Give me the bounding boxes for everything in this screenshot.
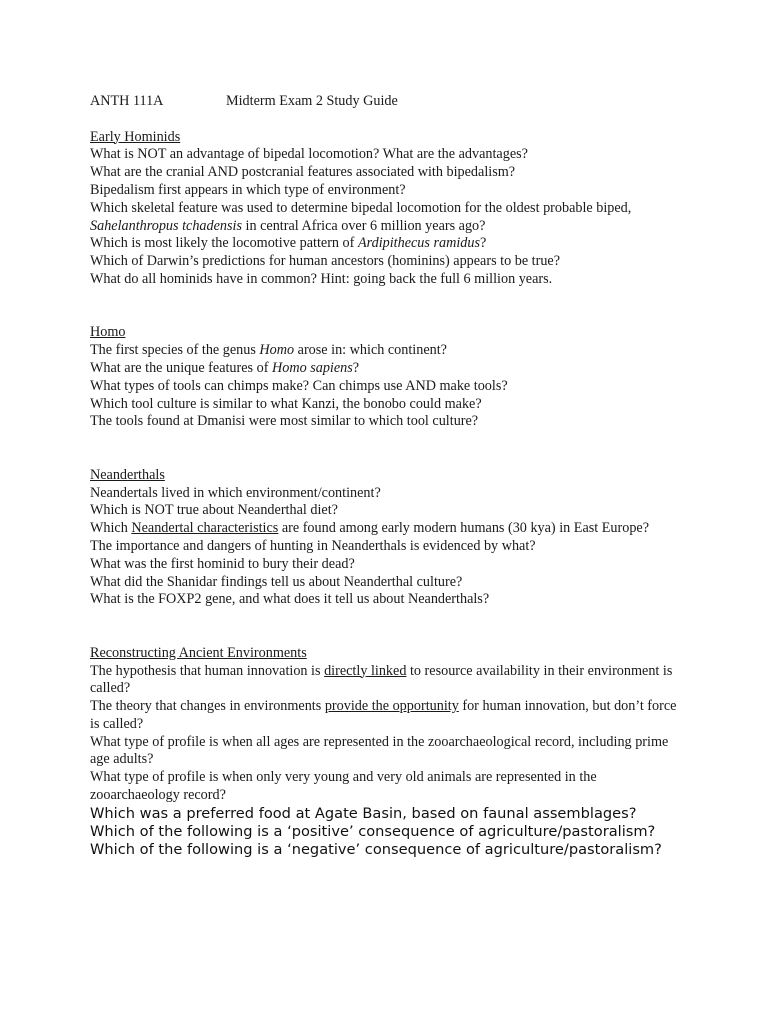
question: What is NOT an advantage of bipedal locomotion? What are the advantages? [90, 146, 528, 163]
question: Which of the following is a ‘negative’ consequence of agriculture/pastoralism? [90, 840, 662, 858]
question-text: What are the unique features of [90, 359, 272, 376]
question-text: The theory that changes in environments [90, 698, 325, 715]
underlined-phrase: provide the opportunity [324, 698, 459, 715]
question: Bipedalism first appears in which type of environment? [90, 181, 406, 198]
question: What types of tools can chimps make? Can chimps use AND make tools? [90, 377, 508, 394]
question-text: Which skeletal feature was used to determine bipedal locomotion for the oldest probable biped, [90, 199, 632, 216]
underlined-phrase: directly linked [324, 662, 407, 679]
question: Which of Darwin’s predictions for human ancestors (hominins) appears to be true? [90, 253, 561, 270]
question-text: in central Africa over 6 million years ago? [241, 217, 486, 234]
question-text: The first species of the genus [90, 342, 260, 359]
course-code: ANTH 111A [90, 93, 164, 109]
question-text: for human innovation, but don’t force is called? [90, 698, 677, 732]
question: What was the first hominid to bury their dead? [90, 555, 355, 572]
question-text: The hypothesis that human innovation is [90, 662, 325, 679]
question-text: Which [90, 520, 132, 537]
study-guide-body [90, 93, 680, 859]
question [90, 360, 680, 378]
question [90, 663, 680, 699]
question: Which was a preferred food at Agate Basin, based on faunal assemblages? [90, 804, 637, 822]
section-early-hominids [90, 129, 680, 289]
question: Which of the following is a ‘positive’ consequence of agriculture/pastoralism? [90, 822, 656, 840]
question-text: to resource availability in their environment is called? [90, 662, 673, 697]
species-name: Ardipithecus ramidus [357, 235, 480, 252]
underlined-phrase: Neandertal characteristics [131, 520, 279, 537]
question: Neandertals lived in which environment/continent? [90, 484, 381, 501]
question [90, 698, 680, 734]
question [90, 342, 680, 360]
question: Which tool culture is similar to what Kanzi, the bonobo could make? [90, 395, 482, 412]
section-heading: Early Hominids [90, 128, 181, 145]
question: The importance and dangers of hunting in Neanderthals is evidenced by what? [90, 537, 536, 554]
question: What did the Shanidar findings tell us about Neanderthal culture? [90, 573, 463, 590]
genus-name: Homo [259, 342, 295, 359]
section-heading: Homo [90, 324, 126, 341]
document-header [90, 93, 680, 111]
question: What is the FOXP2 gene, and what does it tell us about Neanderthals? [90, 591, 490, 608]
question: What type of profile is when all ages are represented in the zooarchaeological record, including prime age adults? [90, 733, 669, 768]
section-ancient-environments [90, 645, 680, 859]
question-text: Which is most likely the locomotive pattern of [90, 235, 358, 252]
question: What are the cranial AND postcranial features associated with bipedalism? [90, 164, 516, 181]
question: The tools found at Dmanisi were most similar to which tool culture? [90, 413, 479, 430]
question: What type of profile is when only very young and very old animals are represented in the zooarchaeology record? [90, 769, 597, 804]
question-text: ? [479, 235, 487, 252]
question [90, 520, 680, 538]
section-spacer [90, 289, 680, 325]
question [90, 200, 680, 236]
section-neanderthals [90, 467, 680, 609]
section-spacer [90, 431, 680, 467]
question-text: arose in: which continent? [294, 342, 447, 359]
question [90, 235, 680, 253]
section-homo [90, 324, 680, 431]
question: What do all hominids have in common? Hint: going back the full 6 million years. [90, 270, 553, 287]
species-name: Sahelanthropus tchadensis [90, 217, 242, 234]
section-heading: Reconstructing Ancient Environments [90, 644, 307, 661]
question-text: ? [352, 359, 360, 376]
section-heading: Neanderthals [90, 466, 165, 483]
species-name: Homo sapiens [272, 359, 353, 376]
question: Which is NOT true about Neanderthal diet? [90, 502, 338, 519]
sans-question-block [90, 805, 680, 859]
section-spacer [90, 609, 680, 645]
question-text: are found among early modern humans (30 kya) in East Europe? [278, 520, 650, 537]
document-title: Midterm Exam 2 Study Guide [226, 93, 398, 109]
